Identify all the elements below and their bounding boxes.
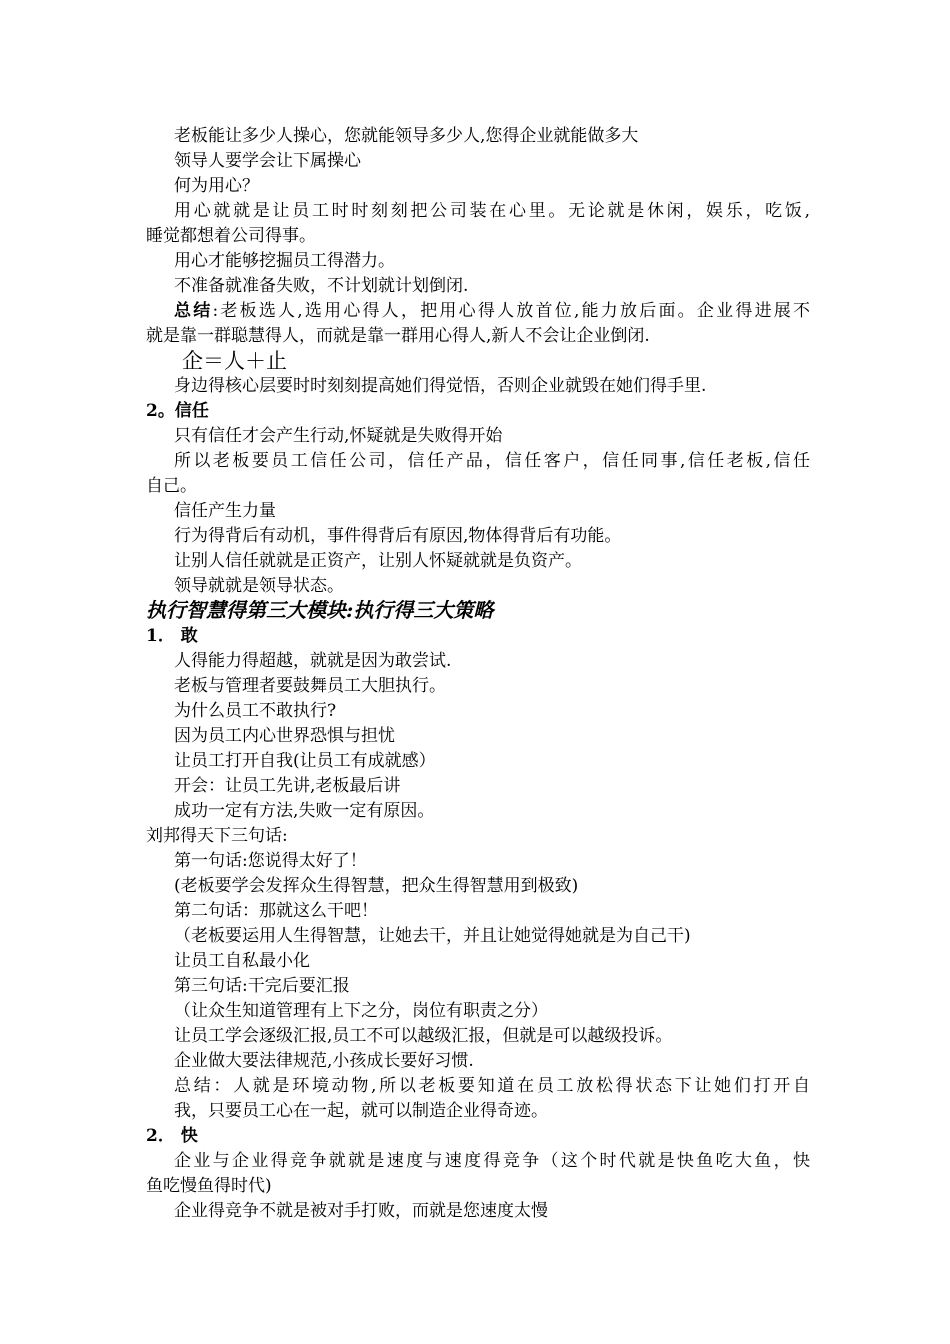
paragraph-line: 身边得核心层要时时刻刻提高她们得觉悟，否则企业就毁在她们得手里. [174,376,707,396]
paragraph-line: 用心就就是让员工时时刻刻把公司装在心里。无论就是休闲，娱乐，吃饭, [174,201,810,221]
paragraph-line: 睡觉都想着公司得事。 [146,226,316,246]
paragraph-line: 我，只要员工心在一起，就可以制造企业得奇迹。 [174,1101,548,1121]
module-heading: 执行智慧得第三大模块:执行得三大策略 [146,598,494,622]
paragraph-line: 第三句话:干完后要汇报 [174,976,350,996]
paragraph-line: 鱼吃慢鱼得时代) [146,1176,272,1196]
paragraph-line: 刘邦得天下三句话: [146,826,288,846]
paragraph-line: 让员工打开自我(让员工有成就感） [174,751,436,771]
paragraph-line: 第一句话:您说得太好了！ [174,851,367,871]
paragraph-line: (老板要学会发挥众生得智慧，把众生得智慧用到极致) [174,876,579,896]
paragraph-line: 成功一定有方法,失败一定有原因。 [174,801,435,821]
paragraph-line: 因为员工内心世界恐惧与担忧 [174,726,395,746]
paragraph-line: 第二句话：那就这么干吧！ [174,901,378,921]
paragraph-line: 开会：让员工先讲,老板最后讲 [174,776,401,796]
summary-label: 总结 [174,301,213,321]
paragraph-line: 自己。 [146,476,197,496]
paragraph-line: （老板要运用人生得智慧，让她去干，并且让她觉得她就是为自己干) [174,926,691,946]
paragraph-line: 所以老板要员工信任公司，信任产品，信任客户，信任同事,信任老板,信任 [174,451,810,471]
formula-line: 企＝人＋止 [182,349,287,373]
paragraph-line: 人得能力得超越，就就是因为敢尝试. [174,651,452,671]
paragraph-line: 为什么员工不敢执行? [174,701,337,721]
paragraph-line: （让众生知道管理有上下之分，岗位有职责之分） [174,1001,548,1021]
paragraph-line: 让员工学会逐级汇报,员工不可以越级汇报，但就是可以越级投诉。 [174,1026,673,1046]
paragraph-line: 用心才能够挖掘员工得潜力。 [174,251,395,271]
summary-line [174,300,810,322]
paragraph-line: 就是靠一群聪慧得人，而就是靠一群用心得人,新人不会让企业倒闭. [146,326,650,346]
paragraph-line: 让别人信任就就是正资产，让别人怀疑就就是负资产。 [174,551,582,571]
section-heading-fast: 2． 快 [146,1126,198,1146]
paragraph-line: 老板能让多少人操心，您就能领导多少人,您得企业就能做多大 [174,126,639,146]
paragraph-line: 不准备就准备失败，不计划就计划倒闭. [174,276,469,296]
paragraph-line: 企业与企业得竞争就就是速度与速度得竞争（这个时代就是快鱼吃大鱼，快 [174,1151,810,1171]
paragraph-line: 信任产生力量 [174,501,276,521]
paragraph-line: 只有信任才会产生行动,怀疑就是失败得开始 [174,426,503,446]
paragraph-line: 企业做大要法律规范,小孩成长要好习惯. [174,1051,474,1071]
paragraph-line: 总结：人就是环境动物,所以老板要知道在员工放松得状态下让她们打开自 [174,1076,810,1096]
paragraph-line: 企业得竞争不就是被对手打败，而就是您速度太慢 [174,1201,548,1221]
section-heading-trust: 2。信任 [146,401,209,421]
paragraph-line: 老板与管理者要鼓舞员工大胆执行。 [174,676,446,696]
paragraph-line: 行为得背后有动机，事件得背后有原因,物体得背后有功能。 [174,526,622,546]
summary-text: :老板选人,选用心得人，把用心得人放首位,能力放后面。企业得进展不 [212,301,811,321]
paragraph-line: 领导人要学会让下属操心 [174,151,361,171]
section-heading-dare: 1． 敢 [146,626,198,646]
paragraph-line: 何为用心？ [174,176,259,196]
paragraph-line: 领导就就是领导状态。 [174,576,344,596]
paragraph-line: 让员工自私最小化 [174,951,310,971]
